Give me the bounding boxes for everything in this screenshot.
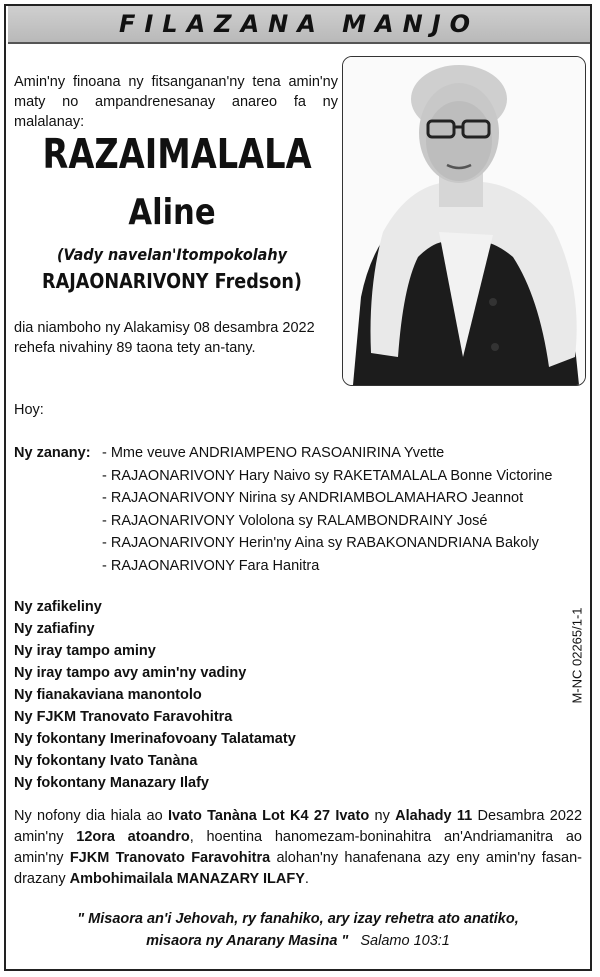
list-item: Ny zafikeliny [14, 599, 102, 615]
reference-code [567, 590, 587, 720]
list-item: - RAJAONARIVONY Fara Hanitra [102, 557, 320, 574]
hoy-label: Hoy: [14, 402, 44, 418]
funeral-text: . [304, 871, 309, 887]
funeral-text: Desambra 2022 amin'ny [14, 808, 583, 845]
deceased-first-name: Aline [128, 192, 216, 233]
page-title: FILAZANA MANJO [8, 6, 590, 44]
list-item: Ny fokontany Ivato Tanàna [14, 753, 198, 769]
funeral-time: 12ora atoandro [76, 829, 190, 845]
list-item: Ny iray tampo avy amin'ny vadiny [14, 665, 247, 681]
list-item: - RAJAONARIVONY Hary Naivo sy RAKETAMALALA Bonne Victorine [102, 467, 553, 484]
deceased-surname: RAZAIMALALA [42, 130, 312, 178]
list-item: - RAJAONARIVONY Vololona sy RALAMBONDRAINY José [102, 512, 488, 529]
quote-line-2: misaora ny Anarany Masina " [146, 933, 349, 949]
list-item: Ny fokontany Imerinafovoany Talatamaty [14, 731, 296, 747]
death-notice: dia niamboho ny Alakamisy 08 desambra 2022 rehefa nivahiny 89 taona tety an-tany. [14, 320, 315, 356]
children-label: Ny zanany: [14, 445, 91, 461]
funeral-church: FJKM Tranovato Faravohitra [69, 850, 271, 866]
intro-text: Amin'ny finoana ny fitsanganan'ny tena amin'ny maty no ampandrenesanay anareo fa ny malalanay: [14, 74, 338, 130]
portrait-photo [342, 56, 586, 386]
husband-name: RAJAONARIVONY Fredson) [42, 269, 302, 293]
funeral-details [14, 806, 582, 890]
list-item: Ny iray tampo aminy [14, 643, 156, 659]
list-item: Ny zafiafiny [14, 621, 95, 637]
list-item: - Mme veuve ANDRIAMPENO RASOANIRINA Yvette [102, 445, 445, 461]
list-item: Ny fokontany Manazary Ilafy [14, 775, 209, 791]
widow-line: (Vady navelan'Itompokolahy [56, 245, 288, 264]
family-list [14, 596, 354, 794]
funeral-day: Alahady 11 [395, 808, 473, 824]
portrait-photo-icon [343, 57, 585, 385]
burial-place: Ambohimailala MANAZARY ILAFY [69, 871, 305, 887]
list-item: - RAJAONARIVONY Herin'ny Aina sy RABAKONANDRIANA Bakoly [102, 535, 539, 551]
funeral-location: Ivato Tanàna Lot K4 27 Ivato [167, 808, 370, 824]
reference-code-text: M-NC 02265/1-1 [569, 606, 585, 704]
quote-reference: Salamo 103:1 [360, 933, 450, 949]
children-list [102, 442, 582, 577]
scripture-quote [14, 908, 582, 952]
quote-line-1: " Misaora an'i Jehovah, ry fanahiko, ary izay rehetra ato anatiko, [77, 911, 519, 927]
funeral-text: , hoentina hanomezam-boninahitra an'Andriamanitra ao amin'ny [14, 829, 582, 866]
funeral-text: Ny nofony dia hiala ao [14, 808, 168, 824]
funeral-text: alohan'ny hanafenana azy eny amin'ny fasan-drazany [14, 850, 583, 887]
list-item: Ny FJKM Tranovato Faravohitra [14, 709, 233, 725]
list-item: - RAJAONARIVONY Nirina sy ANDRIAMBOLAMAHARO Jeannot [102, 490, 524, 506]
funeral-text: ny [369, 808, 396, 824]
list-item: Ny fianakaviana manontolo [14, 687, 202, 703]
